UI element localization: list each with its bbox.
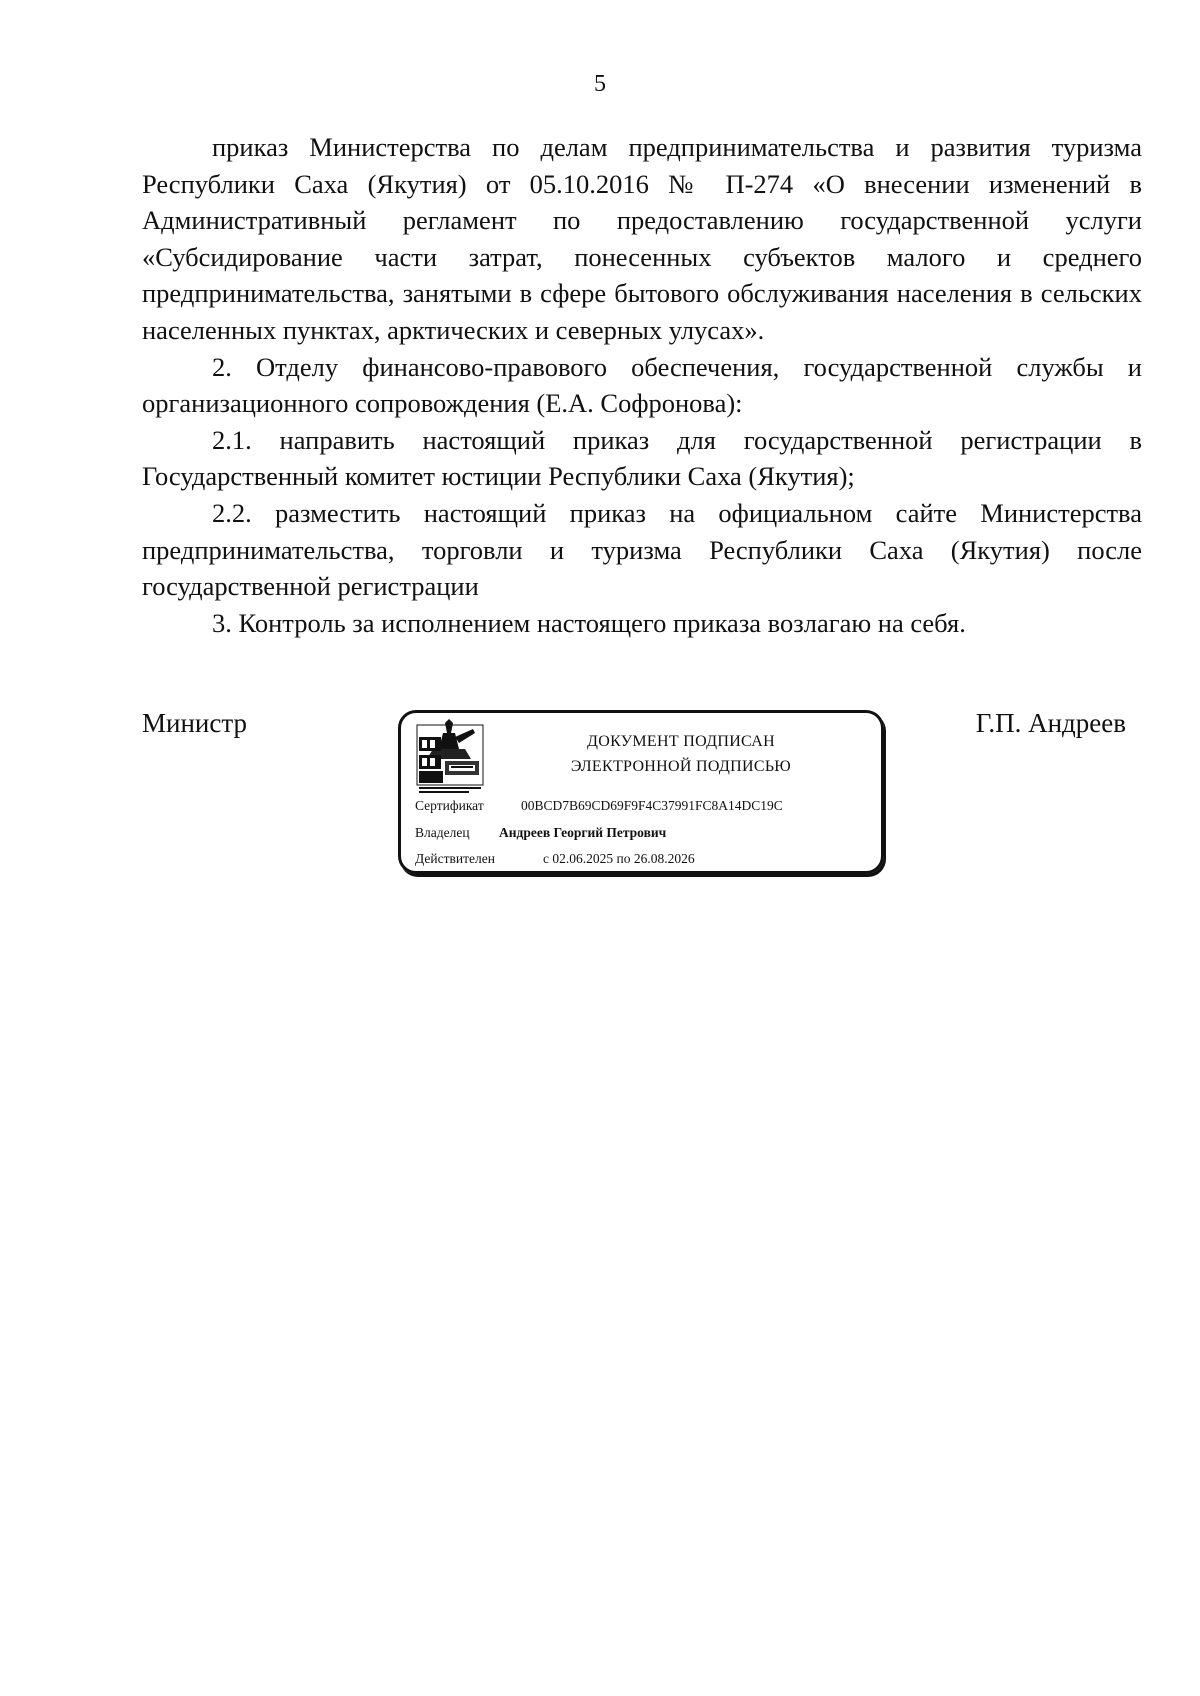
paragraph-item-2: 2. Отделу финансово-правового обеспечения, государственной службы и организационного сопровождения (Е.А. Софронова):	[142, 351, 1142, 419]
validity-label: Действителен	[415, 851, 495, 866]
stamp-title	[501, 729, 861, 779]
stamp-title-line-2: ЭЛЕКТРОННОЙ ПОДПИСЬЮ	[570, 758, 792, 775]
stamp-validity-row	[415, 850, 695, 868]
signer-position: Министр	[142, 708, 247, 738]
stamp-title-line-1: ДОКУМЕНТ ПОДПИСАН	[587, 733, 775, 750]
certificate-label: Сертификат	[415, 798, 484, 813]
document-body	[142, 129, 1142, 641]
owner-value: Андреев Георгий Петрович	[499, 825, 667, 840]
electronic-signature-stamp	[398, 710, 884, 874]
paragraph-item-2-1: 2.1. направить настоящий приказ для государственной регистрации в Государственный комитет юстиции Республики Саха (Якутия);	[142, 424, 1142, 492]
paragraph-order-reference: приказ Министерства по делам предпринимательства и развития туризма Республики Саха (Якутия) от 05.10.2016 № П-274 «О внесении изменений в Административный регламент по предоставлению государственной услуги «Субсидирование части затрат, понесенных субъектов малого и среднего предпринимательства, занятыми в сфере бытового обслуживания населения в сельских населенных пунктах, арктических и северных улусах».	[142, 132, 1142, 345]
year-of-defender-emblem-icon	[415, 719, 485, 795]
paragraph-item-3: 3. Контроль за исполнением настоящего приказа возлагаю на себя.	[212, 607, 966, 638]
owner-label: Владелец	[415, 825, 470, 840]
certificate-value: 00BCD7B69CD69F9F4C37991FC8A14DC19C	[521, 798, 783, 813]
stamp-owner-row	[415, 824, 666, 842]
signature-block	[0, 705, 1200, 885]
page-number: 5	[594, 71, 606, 97]
stamp-certificate-row	[415, 797, 783, 815]
signer-name: Г.П. Андреев	[975, 708, 1126, 738]
paragraph-item-2-2: 2.2. разместить настоящий приказ на официальном сайте Министерства предпринимательства, торговли и туризма Республики Саха (Якутия) после государственной регистрации	[142, 497, 1142, 602]
validity-value: с 02.06.2025 по 26.08.2026	[543, 851, 695, 866]
